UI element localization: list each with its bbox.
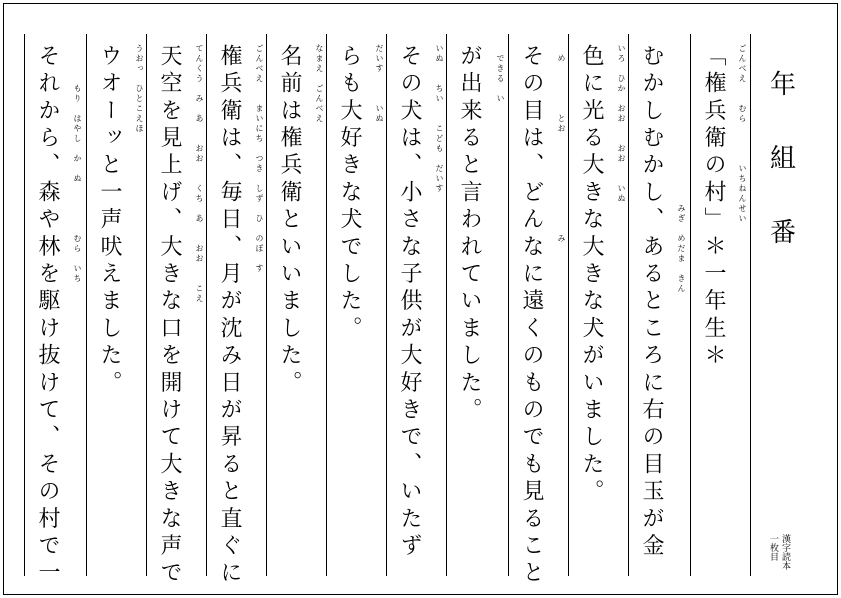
furigana-line: いぬ ちい こども だいす (435, 44, 444, 194)
rule-line (568, 34, 569, 576)
story-line: その犬は、小さな子供が大好きで、いたず (397, 44, 422, 561)
rule-line (206, 34, 207, 576)
header-year-label: 年 (769, 70, 796, 100)
story-line: らも大好きな犬でした。 (337, 44, 362, 344)
rule-line (628, 34, 629, 576)
rule-line (146, 34, 147, 576)
story-line: ウオーッと一声吠えました。 (97, 44, 122, 398)
story-title-line: 「権兵衛の村」＊一年生＊ (701, 44, 726, 371)
story-line: むかしむかし、あるところに右の目玉が金 (639, 44, 664, 561)
story-line: 天空を見上げ、大きな口を開けて大きな声で (157, 44, 182, 588)
rule-line (508, 34, 509, 576)
rule-line (266, 34, 267, 576)
rule-line (750, 34, 751, 576)
header-group-label: 組 (769, 144, 796, 174)
furigana-line: め とお み (557, 44, 566, 244)
furigana-line: なまえ ごんべえ (315, 44, 324, 124)
footer-sheet-number: 一枚目 (768, 534, 778, 561)
rule-line (24, 34, 25, 576)
story-line: 権兵衛は、毎日、月が沈み日が昇ると直ぐに (217, 44, 242, 588)
story-line: 名前は権兵衛といいました。 (277, 44, 302, 398)
rule-line (86, 34, 87, 576)
rule-line (386, 34, 387, 576)
rule-line (326, 34, 327, 576)
story-line: それから、森や林を駆け抜けて、その村で一 (35, 44, 60, 588)
header-number-label: 番 (769, 218, 796, 248)
story-line: が出来ると言われていました。 (457, 44, 482, 425)
furigana-line: できる い (496, 44, 505, 104)
furigana-line: いろ ひか おお おお いぬ (617, 44, 626, 204)
story-line: 色に光る大きな大きな犬がいました。 (579, 44, 604, 507)
furigana-line: だいす いぬ (375, 44, 384, 124)
rule-line (690, 34, 691, 576)
furigana-line: もり はやし か ぬ むら いち (73, 44, 82, 284)
furigana-line: ごんべえ まいにち つき しず ひ のぼ す (255, 44, 264, 274)
furigana-line: てんくう み あ おお くち あ おお こえ (195, 44, 204, 304)
furigana-line: みぎ めだま きん (677, 44, 686, 294)
furigana-line: うおっ ひとこえほ (135, 44, 144, 134)
footer-title: 漢字読本 (780, 534, 790, 570)
story-line: その目は、どんなに遠くのものでも見ること (519, 44, 544, 588)
rule-line (446, 34, 447, 576)
furigana-line: ごんべえ むら いちねんせい (738, 44, 747, 224)
worksheet-frame (3, 3, 838, 595)
